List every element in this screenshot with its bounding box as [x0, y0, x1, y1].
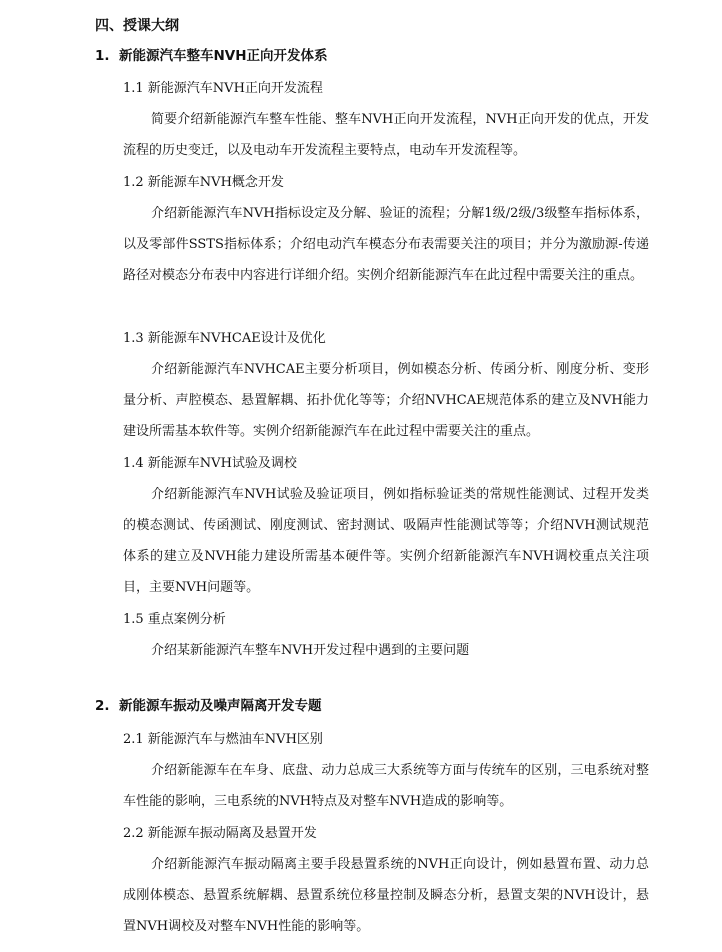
- section-1-title: 新能源汽车整车NVH正向开发体系: [119, 48, 328, 64]
- section-2-number: 2.: [95, 698, 110, 714]
- subsection-1-2-body: 介绍新能源汽车NVH指标设定及分解、验证的流程；分解1级/2级/3级整车指标体系，以及零部件SSTS指标体系；介绍电动汽车模态分布表需要关注的项目；并分为激励源-传递路径对模态分布表中内容进行详细介绍。实例介绍新能源汽车在此过程中需要关注的重点。: [123, 206, 649, 283]
- subsection-2-2-title: 2.2 新能源车振动隔离及悬置开发: [123, 826, 317, 841]
- outline-heading: 四、授课大纲: [95, 18, 179, 34]
- subsection-1-2-title: 1.2 新能源车NVH概念开发: [123, 175, 284, 190]
- subsection-1-3-body: 介绍新能源汽车NVHCAE主要分析项目，例如模态分析、传函分析、刚度分析、变形量分析、声腔模态、悬置解耦、拓扑优化等等；介绍NVHCAE规范体系的建立及NVH能力建设所需基本软件等。实例介绍新能源汽车在此过程中需要关注的重点。: [123, 362, 649, 439]
- subsection-1-5-title: 1.5 重点案例分析: [123, 612, 226, 627]
- subsection-2-1-title: 2.1 新能源汽车与燃油车NVH区别: [123, 732, 323, 747]
- section-1-number: 1.: [95, 48, 110, 64]
- section-2-title: 新能源车振动及噪声隔离开发专题: [119, 698, 322, 714]
- subsection-1-3-title: 1.3 新能源车NVHCAE设计及优化: [123, 331, 326, 346]
- subsection-1-4-title: 1.4 新能源车NVH试验及调校: [123, 456, 297, 471]
- subsection-1-1-title: 1.1 新能源汽车NVH正向开发流程: [123, 81, 323, 96]
- section-1-heading: [95, 47, 328, 65]
- subsection-2-1-body: 介绍新能源车在车身、底盘、动力总成三大系统等方面与传统车的区别，三电系统对整车性能的影响，三电系统的NVH特点及对整车NVH造成的影响等。: [123, 763, 649, 809]
- subsection-1-4-body: 介绍新能源汽车NVH试验及验证项目，例如指标验证类的常规性能测试、过程开发类的模态测试、传函测试、刚度测试、密封测试、吸隔声性能测试等等；介绍NVH测试规范体系的建立及NVH能力建设所需基本硬件等。实例介绍新能源汽车NVH调校重点关注项目，主要NVH问题等。: [123, 487, 649, 595]
- subsection-1-1-body: 简要介绍新能源汽车整车性能、整车NVH正向开发流程，NVH正向开发的优点，开发流程的历史变迁，以及电动车开发流程主要特点，电动车开发流程等。: [123, 112, 649, 158]
- subsection-1-5-body: 介绍某新能源汽车整车NVH开发过程中遇到的主要问题: [151, 643, 470, 658]
- subsection-2-2-body: 介绍新能源汽车振动隔离主要手段悬置系统的NVH正向设计，例如悬置布置、动力总成刚体模态、悬置系统解耦、悬置系统位移量控制及瞬态分析，悬置支架的NVH设计，悬置NVH调校及对整车NVH性能的影响等。: [123, 857, 649, 934]
- section-2-heading: [95, 697, 322, 715]
